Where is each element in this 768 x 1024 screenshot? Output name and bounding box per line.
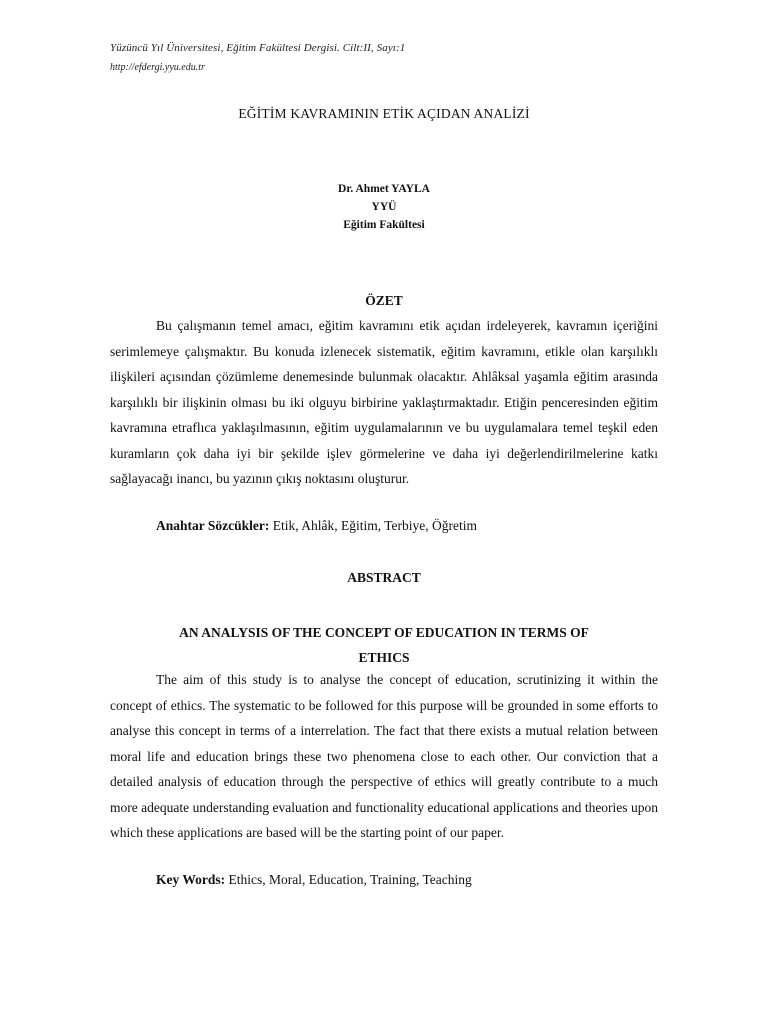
author-name: Dr. Ahmet YAYLA bbox=[338, 183, 430, 195]
ozet-keywords-label: Anahtar Sözcükler: bbox=[156, 518, 270, 533]
author-faculty: Eğitim Fakültesi bbox=[343, 219, 425, 231]
journal-citation: Yüzüncü Yıl Üniversitesi, Eğitim Fakültesi Dergisi. Cilt:II, Sayı:1 bbox=[110, 42, 406, 54]
abstract-title-line2: ETHICS bbox=[358, 650, 410, 665]
ozet-heading: ÖZET bbox=[365, 293, 403, 308]
abstract-heading: ABSTRACT bbox=[347, 570, 421, 585]
abstract-keywords-list: Ethics, Moral, Education, Training, Teaching bbox=[225, 872, 472, 887]
abstract-keywords-label: Key Words: bbox=[156, 872, 226, 887]
author-block bbox=[110, 180, 658, 234]
author-university: YYÜ bbox=[371, 201, 397, 213]
abstract-title-line1: AN ANALYSIS OF THE CONCEPT OF EDUCATION IN TERMS OF bbox=[179, 625, 589, 640]
ozet-body: Bu çalışmanın temel amacı, eğitim kavramını etik açıdan irdeleyerek, kavramın içeriğini serimlemeye çalışmaktır. Bu konuda izlenecek sistematik, eğitim kavramını, etikle olan karşılıklı ilişkileri açısından çözümleme denemesinde bulunmak olacaktır. Ahlâksal yaşamla eğitim arasında karşılıklı bir ilişkinin olması bu iki olguyu birbirine yaklaştırmaktadır. Etiğin penceresinden eğitim kavramına etraflıca yaklaşılmasının, eğitim uygulamalarının ve bu uygulamalara temel teşkil eden kuramların çok daha iyi bir şekilde işlev görmelerine ve daha iyi değerlendirilmelerine katkı sağlayacağı inancı, bu yazının çıkış noktasını oluşturur. bbox=[110, 318, 658, 486]
abstract-title bbox=[110, 620, 658, 670]
ozet-keywords-list: Etik, Ahlâk, Eğitim, Terbiye, Öğretim bbox=[269, 518, 478, 533]
abstract-keywords bbox=[156, 872, 472, 888]
ozet-keywords bbox=[156, 518, 477, 534]
paper-title: EĞİTİM KAVRAMININ ETİK AÇIDAN ANALİZİ bbox=[238, 106, 530, 121]
journal-url: http://efdergi.yyu.edu.tr bbox=[110, 62, 205, 73]
abstract-body: The aim of this study is to analyse the concept of education, scrutinizing it within the concept of ethics. The systematic to be followed for this purpose will be grounded in some efforts to analyse this concept in terms of a interrelation. The fact that there exists a mutual relation between moral life and education brings these two phenomena close to each other. Our conviction that a detailed analysis of education through the perspective of ethics will greatly contribute to a much more adequate understanding evaluation and functionality educational applications and theories upon which these applications are based will be the starting point of our paper. bbox=[110, 672, 658, 840]
